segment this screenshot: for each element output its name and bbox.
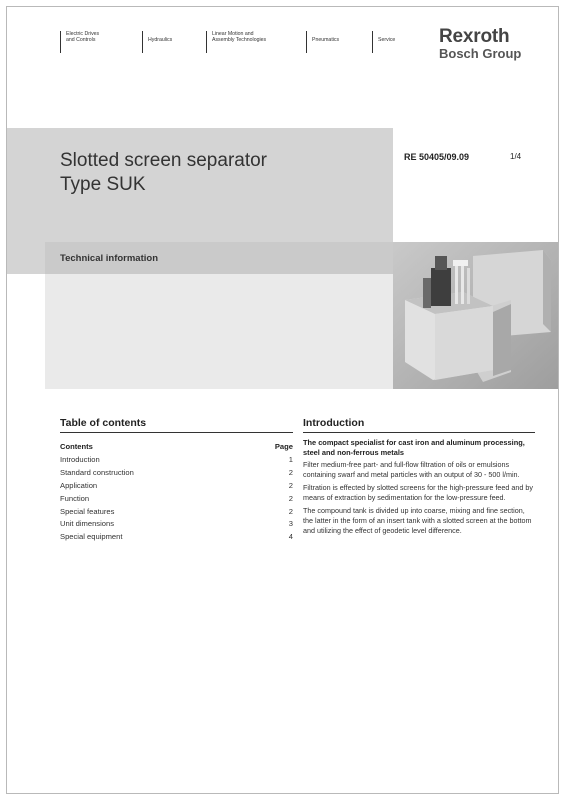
toc-row[interactable]: Special equipment 4 <box>60 532 293 542</box>
document-page <box>6 6 559 794</box>
nav-item-pneumatics[interactable]: Pneumatics <box>306 31 339 53</box>
intro-paragraph: Filtration is effected by slotted screens for the high-pressure feed and by means of extraction by sedimentation for the low-pressure feed. <box>303 483 533 502</box>
intro-paragraph: The compound tank is divided up into coarse, mixing and fine section, the latter in the form of an insert tank with a slotted screen at the bottom and utilizing the effect of geodetic level difference. <box>303 506 532 535</box>
subtitle: Technical information <box>60 253 159 264</box>
toc-row[interactable]: Standard construction 2 <box>60 467 293 477</box>
product-photo <box>393 242 558 389</box>
nav-item-hydraulics[interactable]: Hydraulics <box>142 31 172 53</box>
nav-item-linear-motion[interactable]: Linear Motion and Assembly Technologies <box>206 31 266 53</box>
page-title: Slotted screen separator Type SUK <box>60 150 268 195</box>
toc-row[interactable]: Unit dimensions 3 <box>60 519 293 529</box>
page-number: 1/4 <box>510 152 522 161</box>
brand-logo <box>439 27 521 60</box>
brand-name: Rexroth <box>439 26 510 47</box>
intro-heading: Introduction <box>303 417 535 433</box>
intro-paragraph: Filter medium-free part- and full-flow filtration of oils or emulsions containing swarf and metal particles with an output of 30 - 500 l/min. <box>303 460 520 479</box>
brand-group: Bosch Group <box>439 46 522 61</box>
document-code: RE 50405/09.09 <box>404 152 470 162</box>
toc-heading: Table of contents <box>60 417 293 433</box>
nav-item-service[interactable]: Service <box>372 31 395 53</box>
nav-item-electric-drives[interactable]: Electric Drives and Controls <box>60 31 99 53</box>
introduction-section <box>303 417 535 539</box>
toc-row[interactable]: Application 2 <box>60 480 293 490</box>
toc-header-row: Contents Page <box>60 442 293 451</box>
title-lower-band <box>45 274 393 389</box>
toc-row[interactable]: Special features 2 <box>60 506 293 516</box>
toc-row[interactable]: Function 2 <box>60 493 293 503</box>
toc-row[interactable]: Introduction 1 <box>60 455 293 464</box>
intro-lead: The compact specialist for cast iron and aluminum processing, steel and non-ferrous metals <box>303 438 525 457</box>
table-of-contents <box>60 417 293 544</box>
